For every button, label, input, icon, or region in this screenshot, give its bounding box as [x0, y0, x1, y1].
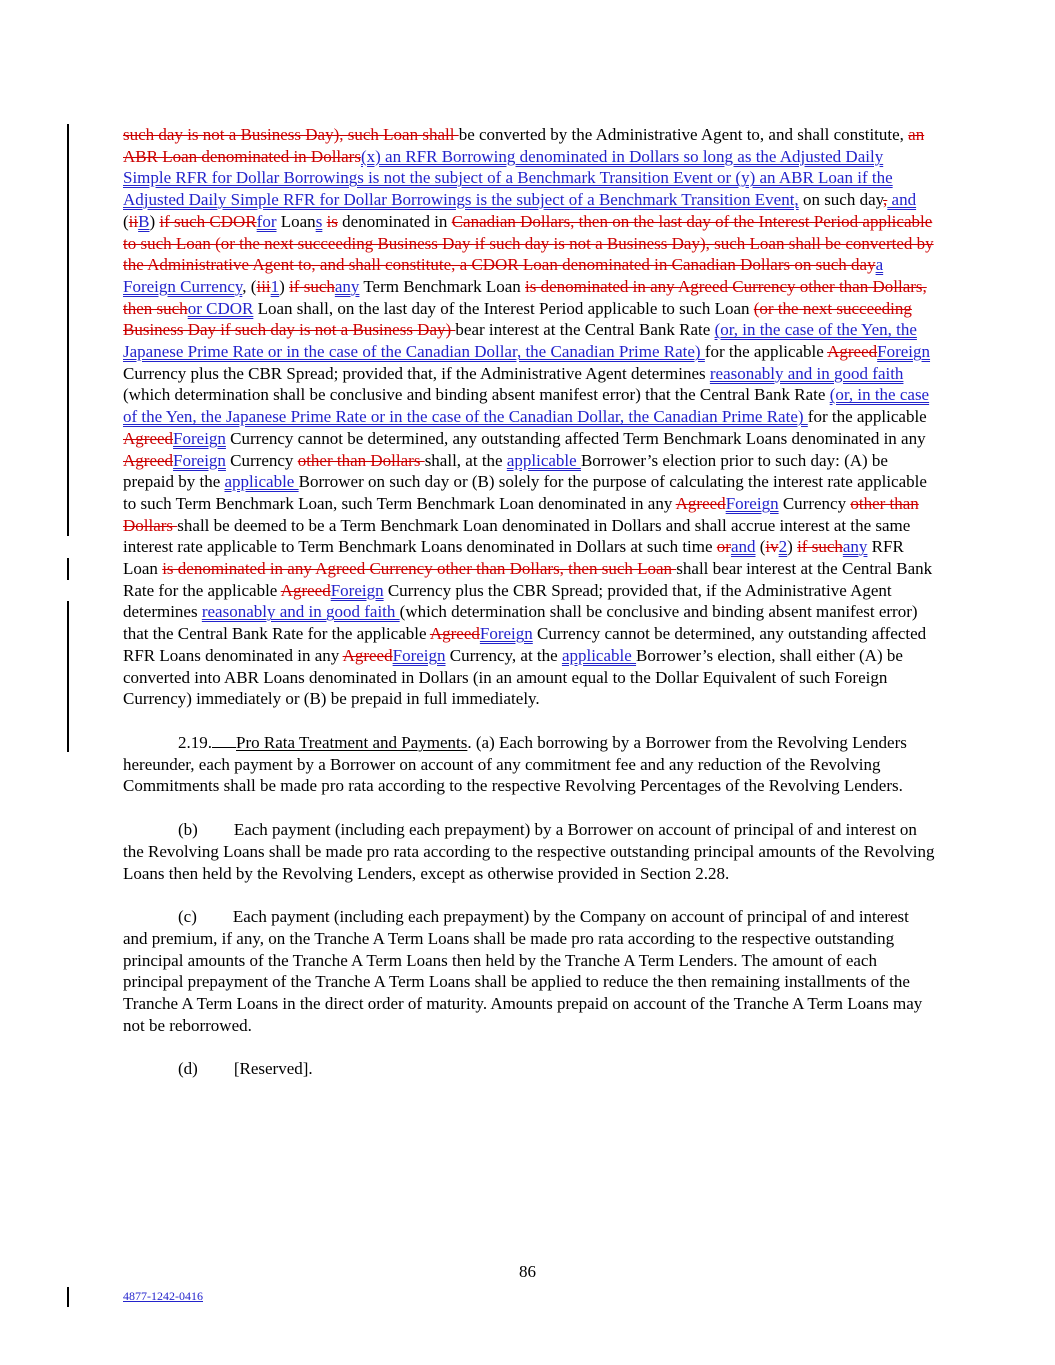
text-run-n: Each payment (including each prepayment) by a Borrower on account of principal of and interest on the Revolving Loans shall be made pro rata according to the respective outstanding principal amounts of the Revolving Loans then held by the Revolving Lenders, except as otherwise provided in Section 2.28.	[123, 820, 935, 883]
text-run-n: Currency cannot be determined, any outstanding affected RFR Loans denominated in any	[123, 624, 927, 665]
text-run-d: is denominated in any Agreed Currency other than Dollars, then such Loan	[162, 559, 677, 579]
change-bar	[67, 1287, 69, 1307]
text-run-i: Foreign	[173, 428, 226, 448]
text-run-d: Agreed	[280, 580, 331, 600]
text-run-i: applicable	[506, 450, 581, 470]
text-run-i: (x) an RFR Borrowing denominated in Dollars so long as the Adjusted Daily Simple RFR for Dollar Borrowings is not the subject of a Benchmark Transition Event or (y) an ABR Loan if the Adjusted Daily Simple RFR for Dollar Borrowings is the subject of a Benchmark Transition Event,	[123, 146, 893, 210]
text-run-i: Foreign	[173, 450, 226, 470]
text-run-n: 2.19.	[178, 732, 212, 752]
text-run-d: Agreed	[827, 342, 878, 362]
text-run-d: is	[326, 211, 338, 231]
text-run-i: Foreign	[479, 624, 533, 644]
text-run-n: (c)	[178, 907, 197, 927]
text-run-h: Pro Rata Treatment and Payments	[236, 732, 468, 752]
text-run-n: Currency, at the	[445, 645, 562, 665]
text-run-d: if such CDOR	[159, 211, 257, 231]
text-run-n: on such day	[798, 190, 884, 210]
text-run-d: if such	[289, 276, 335, 296]
paragraph-d	[123, 1058, 935, 1080]
text-run-d: an ABR Loan denominated in Dollars	[123, 125, 925, 166]
text-run-n: Term Benchmark Loan	[359, 276, 526, 296]
text-run-d: other than Dollars	[123, 493, 919, 535]
text-run-n: [Reserved].	[233, 1059, 313, 1079]
page-number: 86	[519, 1262, 536, 1281]
text-run-d: Agreed	[675, 493, 726, 513]
document-body	[123, 124, 935, 1102]
text-run-d: Agreed	[429, 624, 480, 644]
text-run-n: Currency cannot be determined, any outstanding affected Term Benchmark Loans denominated in any	[225, 428, 926, 448]
text-run-n: Loan	[276, 211, 316, 231]
text-run-n: . (a) Each borrowing by a Borrower from the Revolving Lenders hereunder, each payment by a Borrower on account of any commitment fee and any reduction of the Revolving Commitments shall be made pro rata according to the respective Revolving Percentages of the Revolving Lenders.	[123, 732, 907, 796]
text-run-d: Canadian Dollars, then on the last day of the Interest Period applicable to such Loan (or the next succeeding Business Day if such day is not a Business Day), such Loan shall be converted by the Administrative Agent to, and shall constitute, a CDOR Loan denominated in Canadian Dollars on such day	[123, 211, 934, 275]
text-run-i: any	[334, 276, 360, 296]
text-run-d: other than Dollars	[297, 450, 425, 470]
text-run-n: (d)	[178, 1059, 198, 1079]
text-run-i: (or, in the case of the Yen, the Japanese Prime Rate or in the case of the Canadian Dollar, the Canadian Prime Rate)	[123, 385, 930, 427]
text-run-i: for	[256, 211, 277, 231]
text-run-d: Agreed	[123, 450, 174, 470]
doc-id-footer: 4877-1242-0416	[123, 1289, 203, 1303]
text-run-i: and	[887, 190, 917, 210]
text-run-d: Agreed	[123, 428, 174, 448]
text-run-n: be converted by the Administrative Agent to, and shall constitute,	[458, 125, 909, 144]
text-run-i: reasonably and in good faith	[709, 363, 904, 383]
text-run-n: shall, at the	[424, 450, 507, 470]
text-run-i: applicable	[561, 645, 637, 665]
text-run-i: Foreign	[330, 580, 384, 600]
text-run-i: (or, in the case of the Yen, the Japanese Prime Rate or in the case of the Canadian Dollar, the Canadian Prime Rate)	[123, 320, 917, 362]
paragraph-2-19	[123, 732, 935, 797]
text-run-d: is denominated in any Agreed Currency other than Dollars, then such	[123, 276, 927, 318]
text-run-n: denominated in	[337, 211, 452, 231]
text-run-n: )	[279, 276, 290, 296]
text-run-i: or CDOR	[187, 298, 254, 318]
text-run-i: s	[315, 211, 323, 231]
text-run-n: shall be deemed to be a Term Benchmark Loan denominated in Dollars and shall accrue interest at the same interest rate applicable to Term Benchmark Loans denominated in Dollars at such time	[123, 515, 911, 557]
change-bar	[67, 558, 69, 580]
text-run-n: Borrower’s election prior to such day: (A) be prepaid by the	[123, 450, 888, 492]
text-run-tab	[198, 834, 234, 835]
text-run-i: 2	[778, 537, 788, 557]
text-run-i: B	[138, 211, 150, 231]
text-run-tab	[197, 921, 233, 922]
text-run-n: (b)	[178, 820, 198, 840]
text-run-d: iii	[256, 276, 271, 296]
text-run-n: Borrower on such day or (B) solely for the purpose of calculating the interest rate applicable to such Term Benchmark Loan, such Term Benchmark Loan denominated in any	[123, 472, 927, 513]
text-run-d: if such	[797, 537, 843, 557]
text-run-n: for the applicable	[807, 407, 927, 427]
text-run-n: Borrower’s election, shall either (A) be converted into ABR Loans denominated in Dollars (in an amount equal to the Dollar Equivalent of such Foreign Currency) immediately or (B) be prepaid in full immediately.	[123, 645, 903, 709]
paragraph-c	[123, 906, 935, 1036]
text-run-n: Currency plus the CBR Spread; provided that, if the Administrative Agent determines	[123, 580, 892, 622]
text-run-n: Currency	[778, 493, 851, 513]
text-run-n: shall bear interest at the Central Bank Rate for the applicable	[123, 559, 933, 600]
text-run-i: Foreign	[877, 342, 931, 362]
text-run-n: Loan shall, on the last day of the Interest Period applicable to such Loan	[253, 298, 754, 318]
text-run-d: (or the next succeeding Business Day if such day is not a Business Day)	[123, 298, 912, 340]
text-run-d: ii	[128, 211, 139, 231]
text-run-d: such day is not a Business Day), such Loan shall	[123, 125, 459, 144]
text-run-d: Agreed	[342, 645, 393, 665]
text-run-n: Currency plus the CBR Spread; provided that, if the Administrative Agent determines	[123, 363, 710, 383]
text-run-i: reasonably and in good faith	[201, 602, 400, 622]
text-run-n: bear interest at the Central Bank Rate	[455, 320, 715, 340]
text-run-i: Foreign	[392, 645, 446, 665]
text-run-i: applicable	[224, 472, 299, 492]
paragraph-b	[123, 819, 935, 884]
text-run-n: )	[149, 211, 160, 231]
text-run-n: )	[787, 537, 798, 557]
paragraph-continuation	[123, 124, 935, 710]
text-run-i: a Foreign Currency	[123, 255, 884, 296]
text-run-n: , (	[242, 276, 257, 296]
text-run-d: or	[716, 537, 731, 557]
change-bar	[67, 124, 69, 536]
change-bar	[67, 601, 69, 752]
text-run-n: (	[123, 211, 129, 231]
text-run-tabu	[212, 733, 236, 748]
text-run-i: any	[842, 537, 868, 557]
text-run-n: (which determination shall be conclusive and binding absent manifest error) that the Central Bank Rate for the applicable	[123, 602, 918, 644]
text-run-n: (which determination shall be conclusive and binding absent manifest error) that the Central Bank Rate	[123, 385, 830, 405]
text-run-n: for the applicable	[704, 342, 828, 362]
text-run-i: Foreign	[725, 493, 779, 513]
text-run-i: and	[730, 537, 756, 557]
text-run-n: (	[755, 537, 766, 557]
text-run-n: RFR Loan	[123, 537, 904, 579]
text-run-n: Currency	[225, 450, 298, 470]
text-run-n: Each payment (including each prepayment) by the Company on account of principal of and interest and premium, if any, on the Tranche A Term Loans shall be made pro rata according to the respective outstanding principal amounts of the Tranche A Term Loans then held by the Tranche A Term Lenders. The amount of each principal prepayment of the Tranche A Term Loans shall be applied to reduce the then remaining installments of the Tranche A Term Loans in the direct order of maturity. Amounts prepaid on account of the Tranche A Term Loans may not be reborrowed.	[123, 907, 923, 1035]
text-run-tab	[198, 1073, 234, 1074]
text-run-d: ,	[883, 190, 888, 210]
text-run-d: iv	[765, 537, 779, 557]
text-run-i: 1	[270, 276, 280, 296]
